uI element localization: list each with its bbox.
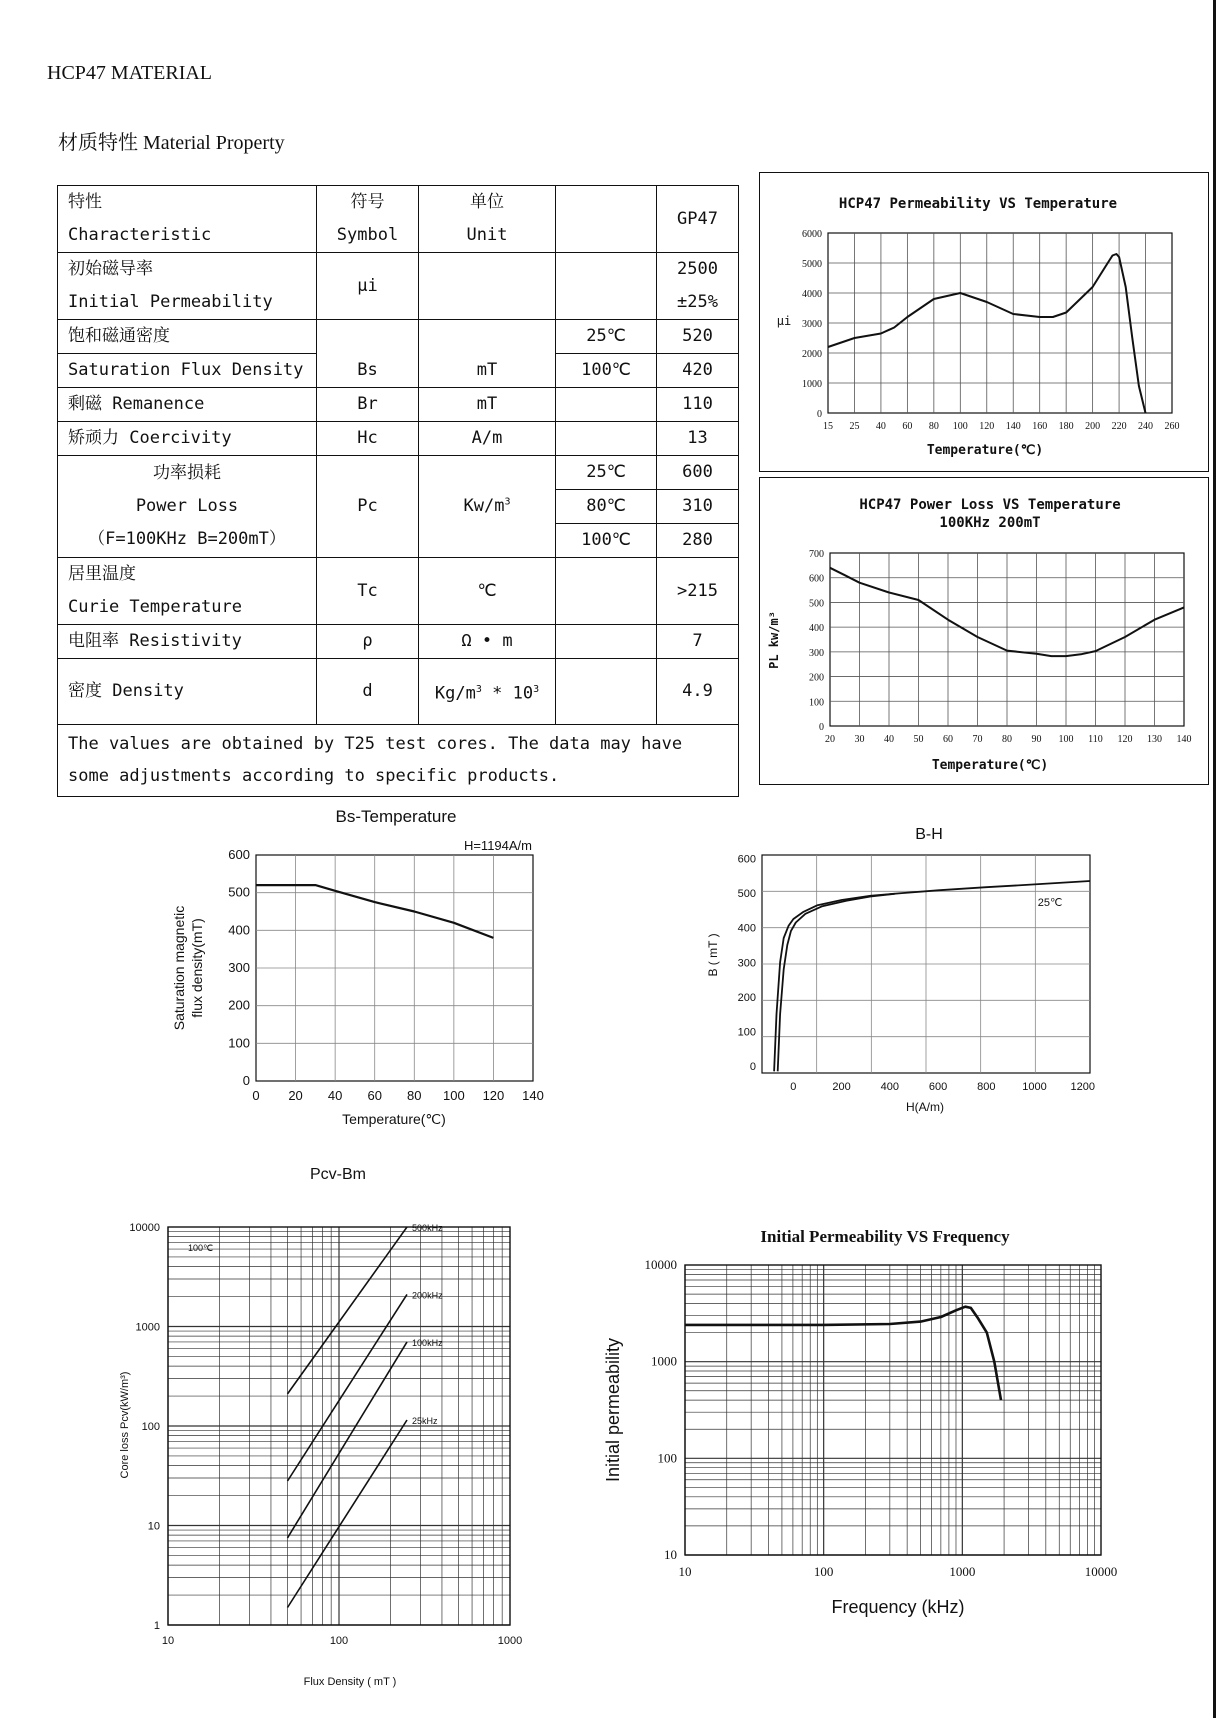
permeability-temperature-chart: [760, 173, 1206, 469]
chart-annotation: 25℃: [1037, 897, 1063, 909]
y-axis-label: Initial permeability: [603, 1337, 623, 1483]
table-row: [58, 422, 739, 456]
y-tick-label: 5000: [802, 259, 822, 270]
y-tick-label: 400: [737, 922, 756, 935]
header-condition: [556, 186, 657, 253]
x-tick-label: 90: [1031, 734, 1042, 745]
y-tick-label: 1: [153, 1620, 160, 1632]
row-label: 初始磁导率 Initial Permeability: [58, 253, 317, 320]
y-tick-label: 1000: [802, 379, 822, 390]
x-axis-label: Flux Density ( mT ): [303, 1676, 397, 1688]
permeability-frequency-chart: [595, 1215, 1135, 1635]
row-unit: $Kg/m^3 * 10^3$: [419, 659, 556, 725]
row-condition: [556, 253, 657, 320]
x-tick-label: 140: [522, 1088, 544, 1103]
y-tick-label: 200: [809, 672, 824, 684]
x-tick-label: 130: [1147, 734, 1162, 745]
x-axis-label: Frequency (kHz): [831, 1597, 965, 1617]
row-label: 电阻率 Resistivity: [58, 625, 317, 659]
y-tick-label: 2000: [802, 349, 822, 360]
y-tick-label: 700: [809, 549, 824, 560]
pcv-bm-chart: [110, 1155, 560, 1695]
plot-frame: [685, 1265, 1101, 1555]
x-tick-label: 80: [928, 421, 939, 432]
x-tick-label: 1200: [1070, 1081, 1096, 1093]
x-tick-label: 40: [875, 421, 886, 432]
chart-title: Pcv-Bm: [310, 1166, 366, 1183]
x-tick-label: 100: [329, 1635, 349, 1647]
y-axis-label: B ( mT ): [706, 933, 720, 977]
x-tick-label: 220: [1111, 421, 1127, 432]
x-tick-label: 25: [849, 421, 860, 432]
bs-temperature-chart: [160, 800, 600, 1135]
x-tick-label: 1000: [949, 1564, 976, 1579]
x-tick-label: 20: [288, 1088, 303, 1103]
chart-annotation: H=1194A/m: [463, 838, 532, 853]
row-unit: mT: [419, 320, 556, 388]
series-line: [685, 1307, 1001, 1400]
row-condition: [556, 558, 657, 625]
y-tick-label: 400: [228, 922, 250, 938]
power-loss-temperature-chart: [760, 478, 1206, 782]
y-tick-label: 1000: [651, 1353, 677, 1369]
y-tick-label: 0: [242, 1073, 250, 1088]
series-label: 500kHz: [412, 1223, 443, 1233]
table-row: [58, 388, 739, 422]
y-tick-label: 300: [228, 960, 250, 975]
x-tick-label: 10000: [1084, 1564, 1118, 1579]
row-condition: 25℃: [556, 320, 657, 354]
y-tick-label: 300: [809, 647, 824, 659]
x-tick-label: 100: [952, 421, 968, 432]
y-tick-label: 600: [809, 573, 824, 585]
row-label: Saturation Flux Density: [58, 354, 317, 388]
series-label: 25kHz: [412, 1415, 438, 1426]
x-tick-label: 10: [161, 1635, 175, 1647]
x-tick-label: 100: [813, 1564, 834, 1579]
x-tick-label: 70: [972, 734, 983, 745]
x-tick-label: 80: [407, 1088, 422, 1103]
row-unit: $Kw/m^3$: [419, 456, 556, 558]
y-axis-label: PL kw/m³: [767, 611, 781, 669]
row-condition: [556, 659, 657, 725]
row-value: 520: [657, 320, 739, 354]
x-tick-label: 50: [913, 734, 924, 745]
series-line: [288, 1227, 408, 1394]
row-condition: 25℃: [556, 456, 657, 490]
y-tick-label: 0: [819, 722, 824, 733]
x-tick-label: 10: [678, 1564, 692, 1579]
y-tick-label: 300: [737, 957, 756, 970]
y-tick-label: 100: [809, 697, 824, 709]
y-tick-label: 100: [657, 1450, 677, 1466]
x-tick-label: 100: [443, 1088, 465, 1103]
y-tick-label: 10000: [644, 1257, 677, 1272]
row-condition: [556, 422, 657, 456]
y-tick-label: 0: [749, 1061, 756, 1074]
y-tick-label: 500: [228, 884, 250, 900]
chart-annotation: 100℃: [188, 1243, 214, 1253]
chart-title: HCP47 Power Loss VS Temperature: [859, 497, 1121, 513]
y-tick-label: 200: [737, 991, 756, 1004]
row-condition: 80℃: [556, 490, 657, 524]
row-unit: [419, 253, 556, 320]
y-tick-label: 500: [809, 598, 824, 610]
document-title: HCP47 MATERIAL: [47, 62, 213, 84]
table-row: [58, 625, 739, 659]
x-tick-label: 120: [482, 1088, 505, 1103]
x-tick-label: 180: [1058, 421, 1074, 432]
table-header-row: [58, 186, 739, 253]
chart-subtitle: 100KHz 200mT: [939, 515, 1041, 531]
y-tick-label: 4000: [802, 289, 822, 300]
row-symbol: Bs: [317, 320, 419, 388]
x-tick-label: 140: [1176, 734, 1192, 745]
x-tick-label: 260: [1164, 421, 1180, 432]
x-axis-label: Temperature(℃): [342, 1111, 446, 1127]
row-value: 110: [657, 388, 739, 422]
x-axis-label: Temperature(℃): [931, 758, 1049, 773]
row-condition: [556, 388, 657, 422]
header-symbol: 符号 Symbol: [317, 186, 419, 253]
x-tick-label: 15: [823, 421, 833, 432]
row-condition: [556, 625, 657, 659]
x-tick-label: 600: [928, 1081, 948, 1093]
y-tick-label: 6000: [802, 229, 822, 240]
x-tick-label: 60: [902, 421, 913, 432]
row-symbol: Br: [317, 388, 419, 422]
row-condition: 100℃: [556, 354, 657, 388]
y-tick-label: 400: [809, 623, 824, 635]
series-label: 100kHz: [412, 1337, 443, 1348]
section-title: 材质特性 Material Property: [58, 132, 285, 154]
header-grade: GP47: [657, 186, 739, 253]
series-line: [774, 881, 1090, 1071]
x-axis-label: Temperature(℃): [926, 443, 1044, 458]
row-symbol: d: [317, 659, 419, 725]
row-symbol: Pc: [317, 456, 419, 558]
x-tick-label: 120: [979, 421, 995, 432]
chart-title: Bs-Temperature: [335, 807, 457, 826]
x-tick-label: 30: [854, 734, 865, 745]
y-tick-label: 100: [141, 1421, 160, 1433]
row-label: 居里温度 Curie Temperature: [58, 558, 317, 625]
table-row: [58, 253, 739, 320]
x-tick-label: 60: [367, 1088, 382, 1103]
chart-title: Initial Permeability VS Frequency: [760, 1227, 1010, 1246]
header-unit: 单位 Unit: [419, 186, 556, 253]
y-tick-label: 500: [737, 888, 756, 901]
x-tick-label: 80: [1002, 734, 1012, 745]
row-condition: 100℃: [556, 524, 657, 558]
row-label: 矫顽力 Coercivity: [58, 422, 317, 456]
y-tick-label: 600: [737, 853, 756, 866]
row-value: 7: [657, 625, 739, 659]
x-tick-label: 100: [1058, 734, 1074, 745]
x-tick-label: 140: [1005, 421, 1021, 432]
table-row: [58, 320, 739, 354]
row-value: 280: [657, 524, 739, 558]
x-tick-label: 1000: [1022, 1081, 1047, 1093]
table-note: The values are obtained by T25 test cores. The data may have some adjustments according to specific products.: [58, 725, 739, 797]
x-tick-label: 40: [327, 1088, 343, 1103]
row-unit: ℃: [419, 558, 556, 625]
y-tick-label: 10: [664, 1547, 677, 1562]
row-value: 600: [657, 456, 739, 490]
x-tick-label: 240: [1138, 421, 1154, 432]
row-value: 310: [657, 490, 739, 524]
material-property-table: [57, 185, 739, 797]
y-tick-label: 0: [817, 409, 822, 420]
x-tick-label: 110: [1088, 734, 1103, 745]
series-line: [288, 1342, 408, 1538]
y-tick-label: 10: [147, 1520, 160, 1533]
x-tick-label: 120: [1117, 734, 1133, 745]
x-tick-label: 0: [790, 1081, 797, 1093]
row-symbol: μi: [317, 253, 419, 320]
table-note-row: [58, 725, 739, 797]
y-tick-label: 100: [228, 1035, 250, 1051]
y-tick-label: 100: [737, 1026, 756, 1039]
x-tick-label: 200: [832, 1081, 851, 1093]
y-tick-label: 200: [228, 997, 250, 1013]
row-symbol: Tc: [317, 558, 419, 625]
b-h-chart: [700, 815, 1120, 1130]
y-axis-label: Core loss Pcv(kW/m³): [119, 1371, 131, 1479]
row-value: 4.9: [657, 659, 739, 725]
x-tick-label: 400: [880, 1081, 900, 1093]
x-tick-label: 1000: [497, 1635, 523, 1647]
row-label: 密度 Density: [58, 659, 317, 725]
row-value: >215: [657, 558, 739, 625]
row-value: 2500 ±25%: [657, 253, 739, 320]
y-tick-label: 3000: [802, 319, 822, 330]
row-unit: A/m: [419, 422, 556, 456]
row-symbol: ρ: [317, 625, 419, 659]
x-axis-label: H(A/m): [906, 1100, 944, 1114]
y-axis-label: flux density(mT): [189, 918, 205, 1018]
row-unit: mT: [419, 388, 556, 422]
x-tick-label: 800: [977, 1081, 996, 1093]
row-value: 420: [657, 354, 739, 388]
header-characteristic: 特性 Characteristic: [58, 186, 317, 253]
chart-title: B-H: [915, 826, 943, 843]
row-value: 13: [657, 422, 739, 456]
x-tick-label: 160: [1032, 421, 1048, 432]
table-row: [58, 558, 739, 625]
x-tick-label: 200: [1085, 421, 1101, 432]
row-label: 功率损耗 Power Loss （F=100KHz B=200mT）: [58, 456, 317, 558]
series-line: [288, 1294, 408, 1481]
series-label: 200kHz: [412, 1290, 443, 1301]
series-line: [778, 894, 895, 1072]
row-label: 饱和磁通密度: [58, 320, 317, 354]
row-symbol: Hc: [317, 422, 419, 456]
row-label: 剩磁 Remanence: [58, 388, 317, 422]
row-unit: Ω • m: [419, 625, 556, 659]
x-tick-label: 60: [943, 734, 953, 745]
x-tick-label: 20: [825, 734, 835, 745]
x-tick-label: 0: [252, 1088, 260, 1103]
y-axis-label: Saturation magnetic: [171, 905, 187, 1031]
table-row: [58, 456, 739, 490]
y-tick-label: 10000: [129, 1222, 160, 1234]
y-tick-label: 600: [228, 847, 250, 862]
y-tick-label: 1000: [135, 1321, 160, 1334]
chart-title: HCP47 Permeability VS Temperature: [838, 196, 1118, 212]
table-row: [58, 659, 739, 725]
y-axis-label: μi: [776, 314, 792, 328]
x-tick-label: 40: [884, 734, 894, 745]
